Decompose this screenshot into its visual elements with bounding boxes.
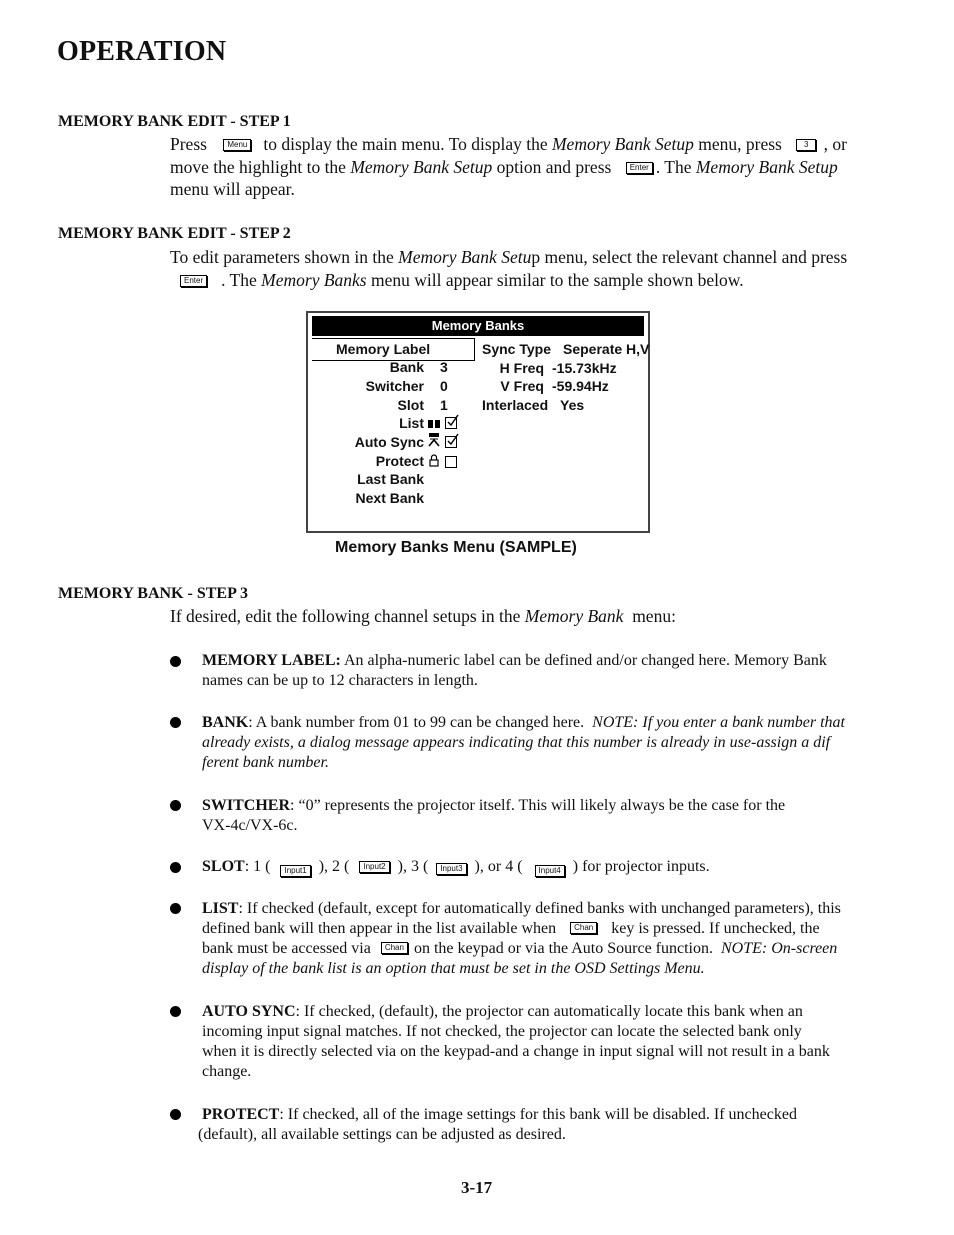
input3-key: Input3 <box>436 863 466 875</box>
step1-paragraph: Press Menu to display the main menu. To display the Memory Bank Setup menu, press 3 , or move the highlight to the Memory Bank Setup option and press Enter . The Memory Bank Setup menu will appear. <box>170 134 847 199</box>
page-number: 3-17 <box>461 1178 493 1197</box>
lock-icon <box>429 454 439 467</box>
info-interlaced-label: Interlaced <box>482 397 549 413</box>
step3-heading: MEMORY BANK - STEP 3 <box>58 585 248 602</box>
info-v-freq-label: V Freq <box>500 378 544 394</box>
input2-key: Input2 <box>359 861 389 873</box>
menu-item-protect[interactable]: Protect <box>375 453 424 469</box>
bullet-icon <box>170 903 181 914</box>
bullet-switcher: SWITCHER: “0” represents the projector itself. This will likely always be the case for the VX-4c/VX-6c. <box>202 797 786 834</box>
chan-key: Chan <box>381 942 408 954</box>
menu-item-label: Memory Label <box>336 341 431 357</box>
input1-key: Input1 <box>280 865 310 877</box>
step2-paragraph: To edit parameters shown in the Memory Bank Setup menu, select the relevant channel and press Enter . The Memory Banks menu will appear similar to the sample shown below. <box>170 247 848 290</box>
input4-key: Input4 <box>535 865 565 877</box>
memory-banks-menu <box>306 311 650 533</box>
info-h-freq-value: -15.73kHz <box>552 360 617 376</box>
menu-item-memory-label[interactable] <box>312 338 475 361</box>
section-title: OPERATION <box>57 36 227 67</box>
bullet-icon <box>170 862 181 873</box>
bullet-memory-label: MEMORY LABEL: An alpha-numeric label can be defined and/or changed here. Memory Bank names can be up to 12 characters in length. <box>202 652 827 689</box>
auto-sync-icon <box>427 433 441 448</box>
info-interlaced-value: Yes <box>560 397 585 413</box>
menu-value-bank: 3 <box>440 359 448 375</box>
bullet-protect: PROTECT: If checked, all of the image settings for this bank will be disabled. If unchecked (default), all available settings can be adjusted as desired. <box>198 1106 797 1143</box>
protect-checkbox[interactable] <box>445 456 457 468</box>
menu-item-switcher[interactable]: Switcher <box>365 378 424 394</box>
enter-key: Enter <box>180 275 207 287</box>
bullet-icon <box>170 1109 181 1120</box>
list-icon <box>427 417 441 429</box>
bullet-icon <box>170 717 181 728</box>
menu-item-list[interactable]: List <box>399 415 424 431</box>
menu-key: Menu <box>223 139 251 151</box>
key-3: 3 <box>796 139 816 151</box>
enter-key: Enter <box>626 162 653 174</box>
menu-title: Memory Banks <box>312 316 644 336</box>
menu-item-auto-sync[interactable]: Auto Sync <box>354 434 424 450</box>
menu-item-bank[interactable]: Bank <box>389 359 424 375</box>
menu-item-next-bank[interactable]: Next Bank <box>355 490 424 506</box>
info-h-freq-label: H Freq <box>499 360 544 376</box>
bullet-auto-sync: AUTO SYNC: If checked, (default), the projector can automatically locate this bank when an incoming input signal matches. If not checked, the projector can locate the selected bank only when it is directly selected via on the keypad-and a change in input signal will not result in a bank change. <box>202 1003 830 1080</box>
step1-heading: MEMORY BANK EDIT - STEP 1 <box>58 113 291 130</box>
menu-value-switcher: 0 <box>440 378 448 394</box>
list-checkbox[interactable] <box>445 417 457 429</box>
bullet-list: LIST: If checked (default, except for automatically defined banks with unchanged parameters), this defined bank will then appear in the list available when Chan key is pressed. If unchecked, the bank must be accessed via Chan on the keypad or via the Auto Source function. NOTE: On-screen display of the bank list is an option that must be set in the OSD Settings Menu. <box>202 900 841 977</box>
bullet-icon <box>170 1006 181 1017</box>
bullet-bank: BANK: A bank number from 01 to 99 can be changed here. NOTE: If you enter a bank number that already exists, a dialog message appears indicating that this number is already in use-assign a dif ferent bank number. <box>202 714 845 771</box>
info-sync-type-label: Sync Type <box>482 341 551 357</box>
info-v-freq-value: -59.94Hz <box>552 378 609 394</box>
auto-sync-checkbox[interactable] <box>445 436 457 448</box>
bullet-icon <box>170 800 181 811</box>
info-sync-type-value: Seperate H,V <box>563 341 650 357</box>
chan-key: Chan <box>570 922 597 934</box>
menu-item-slot[interactable]: Slot <box>397 397 424 413</box>
menu-value-slot: 1 <box>440 397 448 413</box>
figure-caption: Memory Banks Menu (SAMPLE) <box>335 539 577 556</box>
step3-intro: If desired, edit the following channel setups in the Memory Bank menu: <box>170 606 676 626</box>
step2-heading: MEMORY BANK EDIT - STEP 2 <box>58 225 291 242</box>
bullet-slot: SLOT: 1 ( Input1 ), 2 ( Input2 ), 3 ( Input3 ), or 4 ( Input4 ) for projector inputs. <box>202 858 710 875</box>
menu-item-last-bank[interactable]: Last Bank <box>357 471 424 487</box>
bullet-icon <box>170 656 181 667</box>
